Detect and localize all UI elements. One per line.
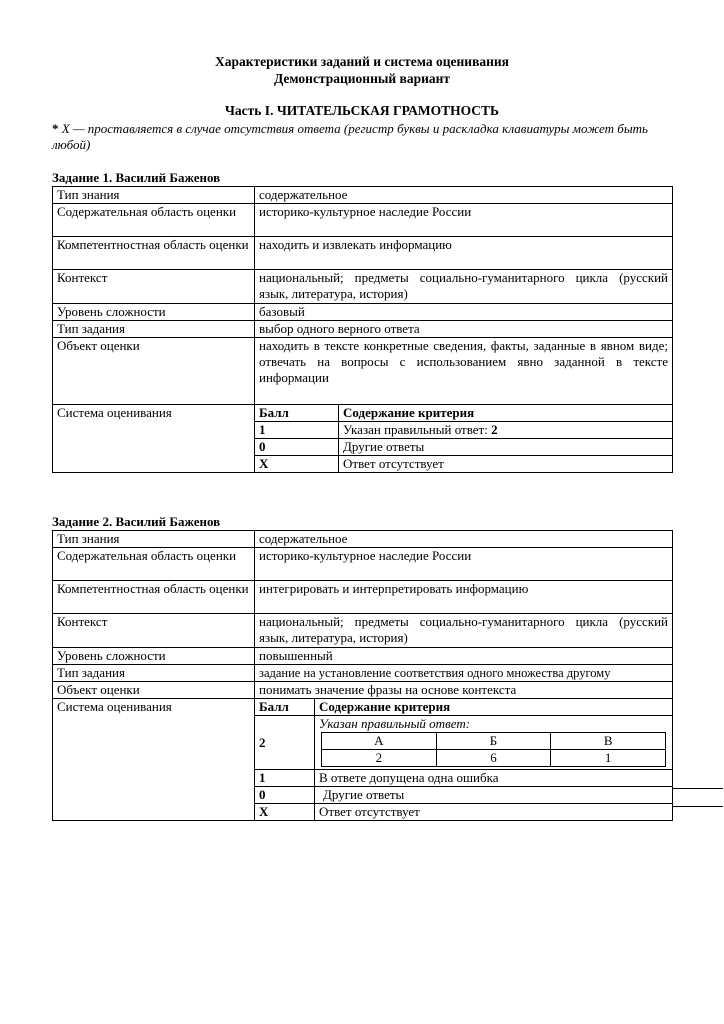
criteria-score: X [255,456,339,473]
row-label: Тип задания [53,665,255,682]
row-label: Уровень сложности [53,304,255,321]
table-row [53,405,673,473]
criteria-table [255,699,672,820]
row-value: историко-культурное наследие России [255,204,673,237]
content-header: Содержание критерия [315,699,673,716]
table-row [53,531,673,548]
row-label: Компетентностная область оценки [53,581,255,614]
criteria-score: 2 [255,716,315,770]
correct-answer-label: Указан правильный ответ: [319,716,471,731]
row-value: базовый [255,304,673,321]
system-label: Система оценивания [53,405,255,473]
criteria-score: 1 [255,770,315,787]
row-value: национальный; предметы социально-гуманитарного цикла (русский язык, литература, история) [255,270,673,304]
task1-heading: Задание 1. Василий Баженов [52,170,221,185]
criteria-score: 1 [255,422,339,439]
row-label: Объект оценки [53,338,255,405]
criteria-score: X [255,804,315,821]
criteria-row [255,770,672,787]
row-label: Контекст [53,614,255,648]
row-value: находить в тексте конкретные сведения, факты, заданные в явном виде; отвечать на вопросы с использованием явно заданной в тексте информации [255,338,673,405]
row-value: содержательное [255,531,673,548]
criteria-score: 0 [255,439,339,456]
task1-table [52,186,673,473]
criteria-text: Ответ отсутствует [339,456,673,473]
answer-header: Б [436,733,551,750]
criteria-text [315,716,673,770]
table-row [53,581,673,614]
criteria-cell [255,405,673,473]
row-value: находить и извлекать информацию [255,237,673,270]
table-row [53,614,673,648]
row-label: Тип знания [53,187,255,204]
answer-value-row [322,750,666,767]
table-row [53,548,673,581]
row-label: Уровень сложности [53,648,255,665]
score-header: Балл [255,405,339,422]
answer-value: 6 [436,750,551,767]
row-value: содержательное [255,187,673,204]
stray-line [673,788,723,789]
document-subtitle: Демонстрационный вариант [273,71,451,86]
table-row [53,321,673,338]
criteria-text: Другие ответы [339,439,673,456]
criteria-row [255,456,672,473]
correct-answer: 2 [491,422,498,437]
note-star: * [52,121,59,136]
row-value: задание на установление соответствия одного множества другому [255,665,673,682]
criteria-row [255,439,672,456]
table-row [53,204,673,237]
table-row [53,699,673,821]
answer-header: В [551,733,666,750]
answer-value: 2 [322,750,437,767]
criteria-score: 0 [255,787,315,804]
table-row [53,682,673,699]
row-value: историко-культурное наследие России [255,548,673,581]
row-label: Компетентностная область оценки [53,237,255,270]
table-row [53,187,673,204]
criteria-head-row [255,405,672,422]
answer-value: 1 [551,750,666,767]
row-label: Содержательная область оценки [53,204,255,237]
criteria-text-label: Указан правильный ответ: [343,422,492,437]
table-row [53,304,673,321]
stray-line [673,806,723,807]
criteria-row [255,787,672,804]
row-label: Содержательная область оценки [53,548,255,581]
row-value: выбор одного верного ответа [255,321,673,338]
criteria-text [339,422,673,439]
criteria-text: Ответ отсутствует [315,804,673,821]
criteria-table [255,405,672,472]
criteria-row [255,422,672,439]
criteria-row [255,804,672,821]
answer-header-row [322,733,666,750]
row-label: Тип знания [53,531,255,548]
system-label: Система оценивания [53,699,255,821]
table-row [53,665,673,682]
note-text: X — проставляется в случае отсутствия ответа (регистр буквы и раскладка клавиатуры может быть любой) [52,121,648,152]
answer-header: А [322,733,437,750]
row-label: Объект оценки [53,682,255,699]
table-row [53,270,673,304]
criteria-text: В ответе допущена одна ошибка [315,770,673,787]
criteria-cell [255,699,673,821]
content-header: Содержание критерия [339,405,673,422]
criteria-text: Другие ответы [315,787,673,804]
row-value: понимать значение фразы на основе контекста [255,682,673,699]
table-row [53,237,673,270]
missing-answer-note [52,121,674,153]
row-value: интегрировать и интерпретировать информацию [255,581,673,614]
table-row [53,648,673,665]
criteria-row [255,716,672,770]
answer-table [321,732,666,767]
row-label: Тип задания [53,321,255,338]
table-row [53,338,673,405]
document-title: Характеристики заданий и система оценивания [215,54,509,69]
row-value: национальный; предметы социально-гуманитарного цикла (русский язык, литература, история) [255,614,673,648]
row-label: Контекст [53,270,255,304]
score-header: Балл [255,699,315,716]
task2-heading: Задание 2. Василий Баженов [52,514,221,529]
part-title: Часть I. ЧИТАТЕЛЬСКАЯ ГРАМОТНОСТЬ [225,103,499,118]
task2-table [52,530,673,821]
criteria-head-row [255,699,672,716]
row-value: повышенный [255,648,673,665]
